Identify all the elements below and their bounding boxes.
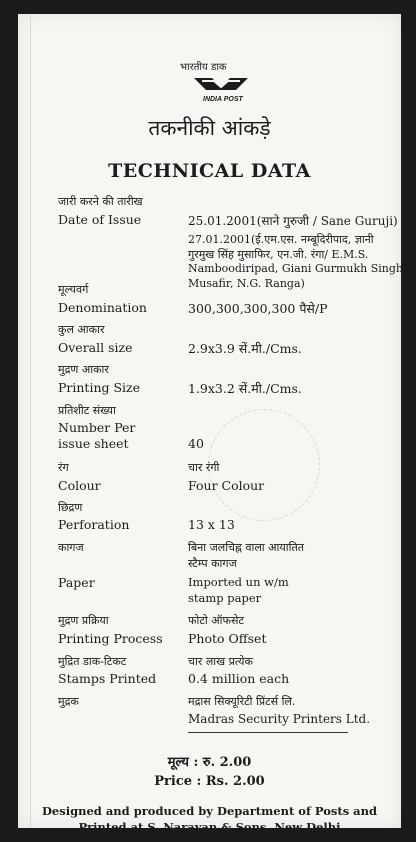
logo-hindi-text: भारतीय डाक xyxy=(180,62,227,73)
issue-value-2: 27.01.2001(ई.एम.एस. नम्बूदिरीपाद, ज्ञानी xyxy=(188,233,374,246)
per-sheet-label-hindi: प्रतिशीट संख्या xyxy=(58,404,116,417)
printed-value: 0.4 million each xyxy=(188,671,290,686)
paper-value-1: Imported un w/m xyxy=(188,575,289,589)
process-label-hindi: मुद्रण प्रक्रिया xyxy=(58,614,109,627)
printer-value: Madras Security Printers Ltd. xyxy=(188,712,371,726)
title-english: TECHNICAL DATA xyxy=(108,160,311,182)
paper-value-hindi-2: स्टैम्प कागज xyxy=(188,557,237,570)
process-value: Photo Offset xyxy=(188,631,267,646)
perforation-label-hindi: छिद्रण xyxy=(58,501,83,514)
footer-line-1: Designed and produced by Department of Posts and xyxy=(41,804,378,818)
price-english: Price : Rs. 2.00 xyxy=(154,774,265,789)
denomination-label-hindi: मूल्यवर्ग xyxy=(58,283,89,296)
printing-size-value: 1.9x3.2 सें.मी./Cms. xyxy=(188,381,302,396)
india-post-emblem-icon xyxy=(192,73,250,95)
colour-value: Four Colour xyxy=(188,478,265,493)
title-hindi: तकनीकी आंकड़े xyxy=(148,116,271,140)
process-label: Printing Process xyxy=(58,631,163,646)
printed-value-hindi: चार लाख प्रत्येक xyxy=(188,655,253,668)
size-label: Overall size xyxy=(58,340,133,355)
india-post-logo xyxy=(178,59,258,111)
logo-label: INDIA POST xyxy=(203,96,243,103)
colour-label: Colour xyxy=(58,478,101,493)
paper-value-hindi-1: बिना जलचिह्न वाला आयातित xyxy=(188,541,305,554)
printing-size-label-hindi: मुद्रण आकार xyxy=(58,363,109,376)
per-sheet-value: 40 xyxy=(188,436,204,451)
perforation-value: 13 x 13 xyxy=(188,517,235,532)
divider xyxy=(188,732,348,733)
printed-label-hindi: मुद्रित डाक-टिकट xyxy=(58,655,127,668)
denomination-value: 300,300,300,300 पैसे/P xyxy=(188,301,328,316)
printer-value-hindi: मद्रास सिक्यूरिटी प्रिंटर्स लि. xyxy=(188,695,296,708)
colour-label-hindi: रंग xyxy=(58,461,69,474)
issue-value-1: 25.01.2001(साने गुरुजी / Sane Guruji) xyxy=(188,214,398,228)
printing-size-label: Printing Size xyxy=(58,380,141,395)
issue-value-4: Namboodiripad, Giani Gurmukh Singh xyxy=(188,262,403,275)
footer-line-2: Printed at S. Narayan & Sons, New Delhi xyxy=(78,820,341,834)
denomination-label: Denomination xyxy=(58,300,147,315)
printer-label-hindi: मुद्रक xyxy=(58,695,79,708)
paper-label-hindi: कागज xyxy=(58,541,84,554)
perforation-label: Perforation xyxy=(58,517,130,532)
issue-label: Date of Issue xyxy=(58,212,142,227)
per-sheet-label-1: Number Per xyxy=(58,420,136,435)
printed-label: Stamps Printed xyxy=(58,671,157,686)
brochure-sheet xyxy=(18,14,403,834)
issue-value-3: गुरमुख सिंह मुसाफिर, एन.जी. रंगा/ E.M.S. xyxy=(188,248,369,261)
per-sheet-label-2: issue sheet xyxy=(58,436,129,451)
size-value: 2.9x3.9 सें.मी./Cms. xyxy=(188,341,302,356)
process-value-hindi: फोटो ऑफसेट xyxy=(188,614,244,627)
colour-value-hindi: चार रंगी xyxy=(188,461,220,474)
paper-label: Paper xyxy=(58,575,95,590)
issue-value-5: Musafir, N.G. Ranga) xyxy=(188,277,305,290)
paper-value-2: stamp paper xyxy=(188,591,262,605)
size-label-hindi: कुल आकार xyxy=(58,323,105,336)
postmark-stamp xyxy=(208,409,320,521)
issue-label-hindi: जारी करने की तारीख xyxy=(58,195,143,208)
price-hindi: मूल्य : रु. 2.00 xyxy=(167,755,252,770)
